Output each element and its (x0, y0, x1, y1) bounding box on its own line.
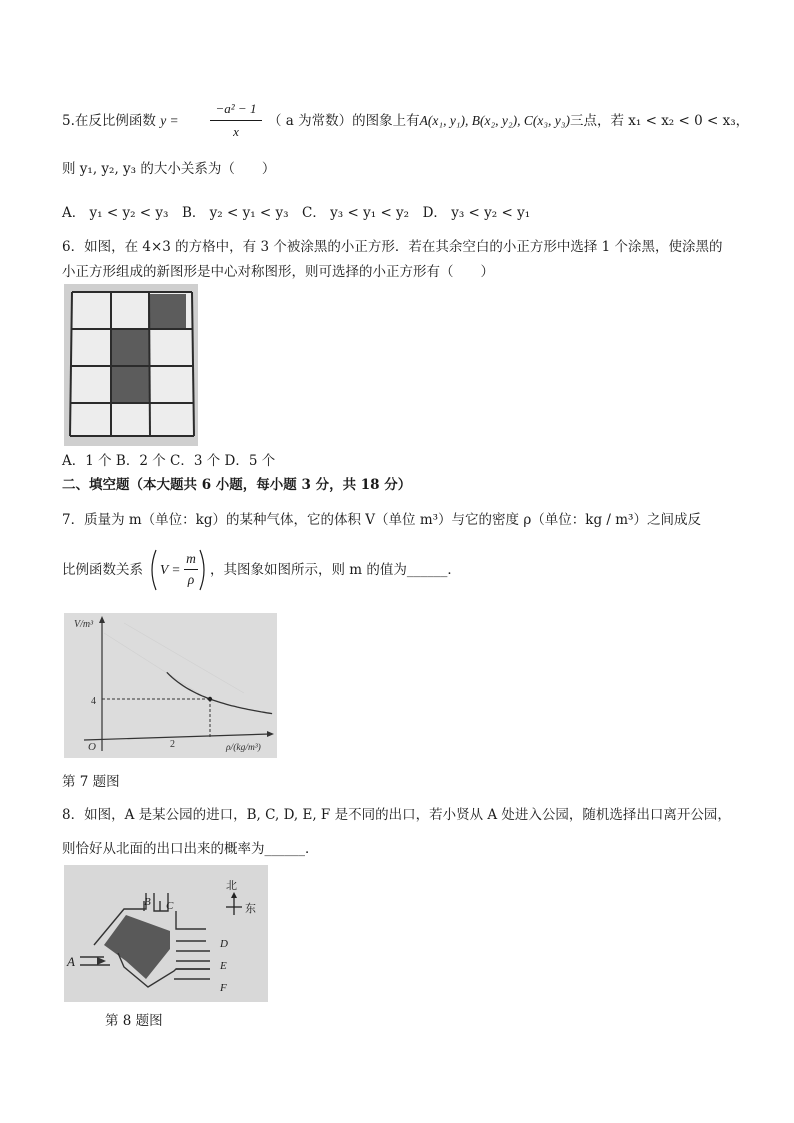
q5-func-y: y = (160, 113, 179, 128)
q7-left-paren (152, 550, 156, 590)
q5-line1 (62, 112, 179, 130)
origin-label: O (88, 741, 96, 753)
section2-heading: 二、填空题（本大题共 6 小题，每小题 3 分，共 18 分） (62, 477, 412, 493)
q7-right-paren (200, 550, 204, 590)
q8-line1: 8．如图，A 是某公园的进口，B, C, D, E, F 是不同的出口，若小贤从 A 处进入公园，随机选择出口离开公园， (62, 807, 731, 823)
shaded-square-1 (148, 294, 186, 330)
x-axis-label: ρ/(kg/m³) (226, 743, 261, 753)
q5-line2: 则 y₁, y₂, y₃ 的大小关系为（ ） (62, 161, 276, 177)
q5-points: A(x₁, y₁), B(x₂, y₂), C(x₃, y₃) (419, 113, 570, 128)
q6-line1: 6．如图，在 4×3 的方格中，有 3 个被涂黑的小正方形．若在其余空白的小正方形中选择 1 个涂黑，使涂黑的 (62, 239, 723, 255)
q7-line2-pre: 比例函数关系 (62, 562, 143, 578)
q5-fraction (206, 100, 266, 141)
q6-options: A．1 个 B．2 个 C．3 个 D．5 个 (62, 453, 276, 469)
q6-grid-figure (64, 284, 198, 446)
exit-b-label: B (144, 896, 151, 908)
q5-frac-denominator: x (233, 124, 239, 139)
q7-formula-num: m (186, 551, 196, 566)
q7-line1: 7．质量为 m（单位：kg）的某种气体，它的体积 V（单位 m³）与它的密度 ρ（单位：kg / m³）之间成反 (62, 512, 701, 528)
q7-formula (148, 548, 208, 592)
q7-formula-v: V = (160, 562, 181, 577)
q5-cond: 三点，若 x₁ < x₂ < 0 < x₃， (569, 113, 750, 129)
graph-background (64, 613, 277, 758)
compass-north: 北 (226, 880, 237, 892)
x-tick-label: 2 (170, 739, 175, 750)
grid-line-v2 (149, 292, 150, 436)
exit-d-label: D (220, 938, 228, 950)
q5-frac-numerator: −a² − 1 (215, 101, 257, 116)
q7-caption: 第 7 题图 (62, 774, 120, 790)
q7-formula-frac (184, 550, 198, 589)
q8-line2: 则恰好从北面的出口出来的概率为______． (62, 841, 319, 857)
shaded-square-2 (111, 329, 149, 367)
q5-line1-rest (268, 112, 749, 130)
q5-options: A． y₁ < y₂ < y₃ B． y₂ < y₁ < y₃ C． y₃ < y₁ < y₂ D． y₃ < y₂ < y₁ (62, 205, 531, 221)
q7-graph (64, 613, 277, 758)
q7-formula-den: ρ (187, 572, 195, 587)
exit-f-label: F (220, 982, 227, 994)
y-tick-label: 4 (91, 696, 96, 707)
exit-e-label: E (220, 960, 227, 972)
entrance-label: A (67, 954, 75, 969)
shaded-square-3 (111, 366, 149, 404)
q6-line2: 小正方形组成的新图形是中心对称图形，则可选择的小正方形有（ ） (62, 264, 494, 280)
q5-note: （ a 为常数）的图象上有 (268, 113, 420, 129)
q8-caption: 第 8 题图 (105, 1013, 163, 1029)
y-axis-label: V/m³ (74, 619, 94, 630)
compass-east: 东 (245, 903, 256, 915)
exit-c-label: C (166, 900, 174, 912)
q7-line2-post: ，其图象如图所示，则 m 的值为______． (210, 562, 461, 578)
graph-point (208, 697, 212, 701)
q5-lead: 5.在反比例函数 (62, 113, 156, 129)
q8-park-map (64, 865, 268, 1002)
